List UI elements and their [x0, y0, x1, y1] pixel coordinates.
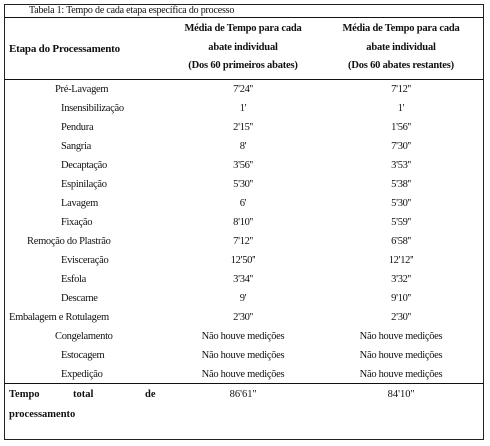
stage-name: Pré-Lavagem — [55, 84, 109, 95]
total-rule — [5, 383, 483, 384]
time-col1: 7'24'' — [233, 84, 253, 95]
time-col2: 3'53'' — [391, 160, 411, 171]
total-value-col2: 84'10'' — [387, 389, 415, 400]
time-col2: 5'38'' — [391, 179, 411, 190]
time-col1: Não houve medições — [201, 350, 285, 361]
stage-name: Lavagem — [61, 198, 98, 209]
time-col2: Não houve medições — [359, 331, 443, 342]
table-row — [5, 252, 484, 271]
header-stage: Etapa do Processamento — [9, 43, 120, 55]
stage-name: Expedição — [61, 369, 103, 380]
header-col2 — [321, 20, 481, 76]
time-col2: 12'12'' — [388, 255, 414, 266]
stage-name: Sangria — [61, 141, 91, 152]
header-col2-line3: (Dos 60 abates restantes) — [348, 60, 454, 71]
header-col2-line1: Média de Tempo para cada — [342, 23, 460, 34]
stage-name: Pendura — [61, 122, 94, 133]
header-col2-line2: abate individual — [366, 41, 436, 53]
table-row — [5, 290, 484, 309]
time-col1: 2'15'' — [233, 122, 253, 133]
time-col1: Não houve medições — [201, 331, 285, 342]
header-col1-line3: (Dos 60 primeiros abates) — [188, 60, 298, 71]
time-col2: Não houve medições — [359, 369, 443, 380]
table-row — [5, 119, 484, 138]
time-col2: 2'30'' — [391, 312, 411, 323]
table-row — [5, 195, 484, 214]
time-col1: 3'56'' — [233, 160, 253, 171]
table-frame — [4, 4, 484, 440]
stage-name: Espinilação — [61, 179, 107, 190]
time-col1: 3'34'' — [233, 274, 253, 285]
time-col2: 6'58'' — [391, 236, 411, 247]
time-col1: Não houve medições — [201, 369, 285, 380]
total-word-1: Tempo — [9, 389, 40, 400]
total-word-4: processamento — [9, 409, 76, 420]
header-col1 — [163, 20, 323, 76]
table-row — [5, 100, 484, 119]
table-row — [5, 309, 484, 328]
table-row — [5, 214, 484, 233]
time-col2: 7'30'' — [391, 141, 411, 152]
time-col1: 8' — [239, 141, 247, 152]
table-row — [5, 157, 484, 176]
time-col1: 12'50'' — [230, 255, 256, 266]
total-value-col1: 86'61'' — [229, 389, 257, 400]
time-col1: 5'30'' — [233, 179, 253, 190]
stage-name: Remoção do Plastrão — [27, 236, 111, 247]
time-col2: 9'10'' — [391, 293, 411, 304]
time-col2: 1'56'' — [391, 122, 411, 133]
stage-name: Descarne — [61, 293, 98, 304]
time-col1: 6' — [239, 198, 247, 209]
stage-name: Esfola — [61, 274, 87, 285]
stage-name: Insensibilização — [61, 103, 124, 114]
table-row — [5, 138, 484, 157]
top-rule — [5, 17, 483, 18]
time-col2: Não houve medições — [359, 350, 443, 361]
time-col2: 3'32'' — [391, 274, 411, 285]
header-col1-line1: Média de Tempo para cada — [184, 23, 302, 34]
total-word-2: total — [73, 389, 94, 400]
table-row — [5, 81, 484, 100]
table-caption: Tabela 1: Tempo de cada etapa específica do processo — [29, 5, 235, 16]
time-col2: 7'12'' — [391, 84, 411, 95]
table-row — [5, 328, 484, 347]
stage-name: Decaptação — [61, 160, 107, 171]
table-row — [5, 233, 484, 252]
stage-name: Congelamento — [55, 331, 113, 342]
time-col2: 1' — [397, 103, 405, 114]
time-col2: 5'30'' — [391, 198, 411, 209]
time-col1: 8'10'' — [233, 217, 253, 228]
table-row — [5, 347, 484, 366]
time-col2: 5'59'' — [391, 217, 411, 228]
stage-name: Fixação — [61, 217, 93, 228]
stage-name: Evisceração — [61, 255, 109, 266]
time-col1: 2'30'' — [233, 312, 253, 323]
time-col1: 7'12'' — [233, 236, 253, 247]
time-col1: 1' — [239, 103, 247, 114]
header-col1-line2: abate individual — [208, 41, 278, 53]
stage-name: Embalagem e Rotulagem — [9, 312, 109, 323]
total-word-3: de — [145, 389, 156, 400]
stage-name: Estocagem — [61, 350, 105, 361]
table-row — [5, 271, 484, 290]
table-row — [5, 176, 484, 195]
header-rule — [5, 79, 483, 80]
time-col1: 9' — [239, 293, 247, 304]
